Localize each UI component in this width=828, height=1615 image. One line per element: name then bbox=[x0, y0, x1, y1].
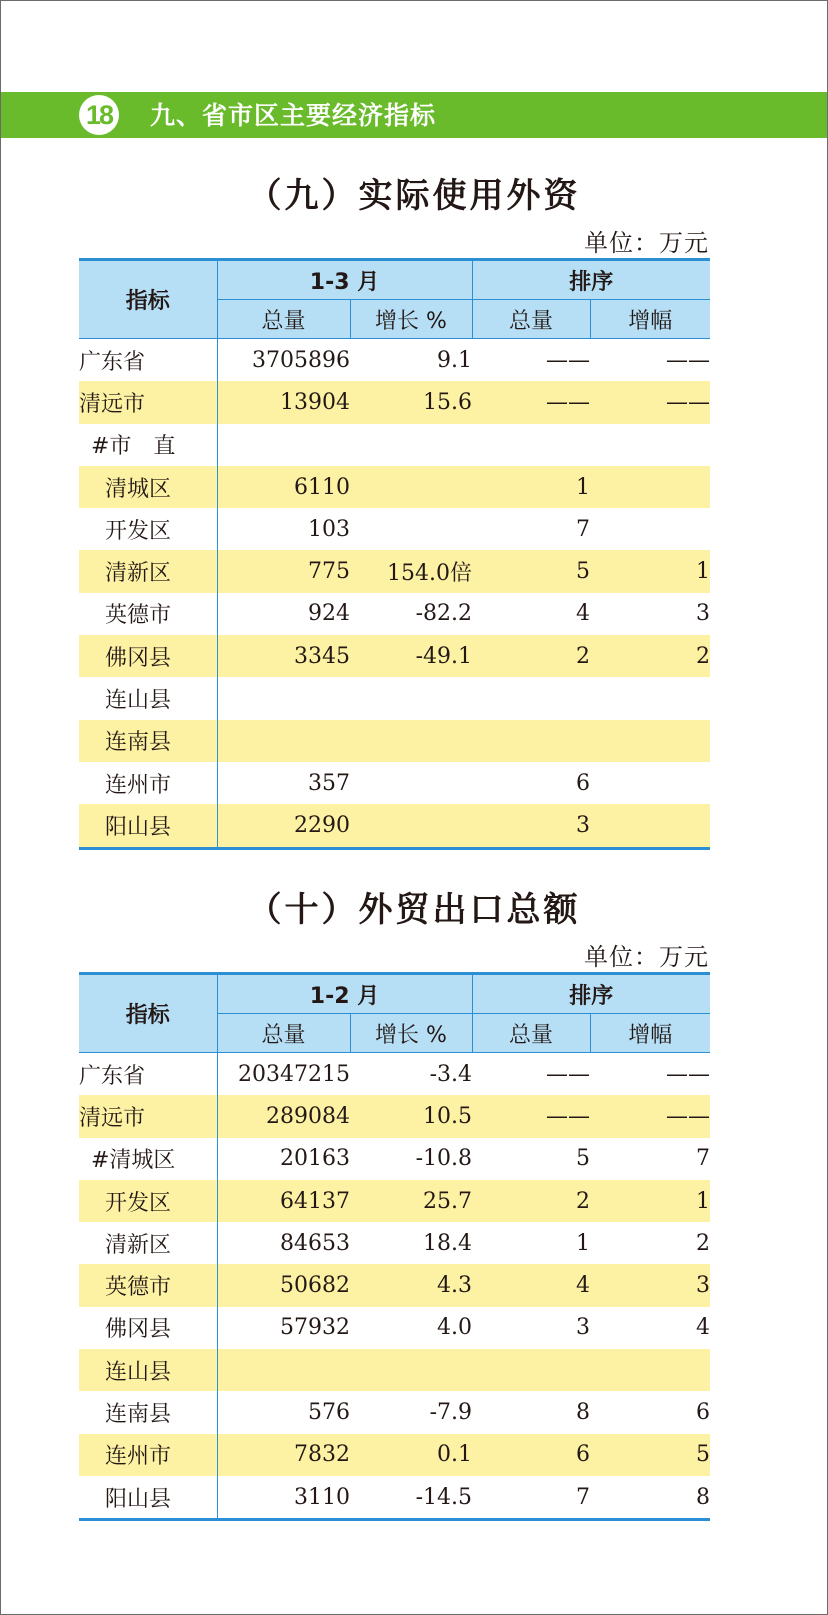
row-rank-growth bbox=[590, 804, 710, 848]
row-rank-growth bbox=[590, 508, 710, 550]
row-growth bbox=[350, 508, 472, 550]
row-name: 清新区 bbox=[79, 550, 217, 592]
table-row bbox=[79, 1138, 710, 1180]
row-growth: 4.3 bbox=[350, 1264, 472, 1306]
row-rank-total: —— bbox=[472, 1095, 590, 1137]
row-growth: 10.5 bbox=[350, 1095, 472, 1137]
row-name: 阳山县 bbox=[79, 804, 217, 848]
section-9-title: （九）实际使用外资 bbox=[247, 176, 581, 216]
row-rank-total bbox=[472, 677, 590, 719]
header-growth: 增长 % bbox=[350, 300, 472, 339]
row-rank-total: 2 bbox=[472, 1180, 590, 1222]
row-name: 阳山县 bbox=[79, 1476, 217, 1520]
row-total: 3345 bbox=[217, 635, 350, 677]
row-rank-growth bbox=[590, 466, 710, 508]
table-row bbox=[79, 593, 710, 635]
row-rank-total: 3 bbox=[576, 1315, 590, 1341]
row-growth: -49.1 bbox=[350, 635, 472, 677]
row-rank-total: 4 bbox=[576, 601, 590, 627]
row-total: 103 bbox=[308, 516, 350, 542]
table-row bbox=[79, 762, 710, 804]
row-growth: 9.1 bbox=[437, 347, 472, 373]
row-rank-total: 4 bbox=[472, 1264, 590, 1306]
table-row bbox=[79, 508, 710, 550]
row-rank-growth: 5 bbox=[590, 1434, 710, 1476]
row-total: 576 bbox=[308, 1400, 350, 1426]
row-name: 连山县 bbox=[79, 677, 217, 719]
table-row bbox=[79, 339, 710, 382]
header-total: 总量 bbox=[217, 1014, 350, 1053]
header-rank-total: 总量 bbox=[472, 300, 590, 339]
row-growth: -14.5 bbox=[415, 1484, 472, 1510]
row-name: 清新区 bbox=[79, 1222, 217, 1264]
row-total: 64137 bbox=[217, 1180, 350, 1222]
table-row bbox=[79, 466, 710, 508]
row-name: 广东省 bbox=[79, 1053, 217, 1096]
table-row bbox=[79, 1180, 710, 1222]
row-rank-growth: 1 bbox=[590, 550, 710, 592]
table-row bbox=[79, 1349, 710, 1391]
row-name: 英德市 bbox=[79, 1264, 217, 1306]
section-10-title: （十）外贸出口总额 bbox=[247, 890, 581, 930]
row-growth bbox=[350, 762, 472, 804]
row-total: 84653 bbox=[280, 1230, 350, 1256]
row-rank-growth: —— bbox=[590, 381, 710, 423]
row-name: 连州市 bbox=[79, 762, 217, 804]
table-row bbox=[79, 424, 710, 466]
table-row bbox=[79, 1307, 710, 1349]
page-number-badge: 18 bbox=[79, 95, 119, 135]
row-rank-total: 3 bbox=[472, 804, 590, 848]
table-row bbox=[79, 1053, 710, 1096]
row-name: 清城区 bbox=[79, 466, 217, 508]
header-rank: 排序 bbox=[472, 260, 710, 300]
row-name: 清远市 bbox=[79, 381, 217, 423]
row-total: 20347215 bbox=[238, 1061, 350, 1087]
row-name: 连州市 bbox=[79, 1434, 217, 1476]
header-indicator: 指标 bbox=[79, 260, 217, 339]
table-row bbox=[79, 381, 710, 423]
row-growth: 4.0 bbox=[437, 1315, 472, 1341]
row-total bbox=[217, 1349, 350, 1391]
row-name: 佛冈县 bbox=[79, 635, 217, 677]
row-rank-growth: —— bbox=[666, 1061, 711, 1087]
header-period: 1-3 月 bbox=[217, 260, 472, 300]
row-rank-total: 1 bbox=[576, 1230, 590, 1256]
row-rank-growth: 4 bbox=[696, 1315, 711, 1341]
row-total: 20163 bbox=[280, 1146, 350, 1172]
row-total: 2290 bbox=[217, 804, 350, 848]
table-row bbox=[79, 1434, 710, 1476]
row-total: 357 bbox=[308, 770, 350, 796]
row-rank-growth: 8 bbox=[696, 1484, 711, 1510]
header-total: 总量 bbox=[217, 300, 350, 339]
row-rank-growth: —— bbox=[590, 1095, 710, 1137]
row-rank-total: 7 bbox=[576, 1484, 590, 1510]
row-total: 3110 bbox=[294, 1484, 350, 1510]
row-growth: 18.4 bbox=[423, 1230, 472, 1256]
row-growth: 0.1 bbox=[350, 1434, 472, 1476]
table-row bbox=[79, 720, 710, 762]
row-name: 连南县 bbox=[79, 1391, 217, 1433]
row-rank-total: 6 bbox=[576, 770, 590, 796]
row-growth: -3.4 bbox=[429, 1061, 472, 1087]
table-row bbox=[79, 1222, 710, 1264]
table-row bbox=[79, 1476, 710, 1520]
row-rank-total: 1 bbox=[472, 466, 590, 508]
table-row bbox=[79, 1095, 710, 1137]
row-rank-total: —— bbox=[546, 1061, 590, 1087]
header-rank-growth: 增幅 bbox=[590, 1014, 710, 1053]
header-growth: 增长 % bbox=[350, 1014, 472, 1053]
row-name: 开发区 bbox=[79, 1180, 217, 1222]
row-total: 13904 bbox=[217, 381, 350, 423]
row-name: 英德市 bbox=[79, 593, 217, 635]
row-rank-growth: 3 bbox=[590, 1264, 710, 1306]
row-total bbox=[217, 424, 350, 466]
header-indicator: 指标 bbox=[79, 974, 217, 1053]
row-name: 连山县 bbox=[79, 1349, 217, 1391]
row-rank-total bbox=[472, 424, 590, 466]
row-name: 连南县 bbox=[79, 720, 217, 762]
chapter-title: 九、省市区主要经济指标 bbox=[150, 101, 437, 130]
table-row bbox=[79, 677, 710, 719]
row-name: #市 直 bbox=[79, 424, 217, 466]
row-growth bbox=[350, 466, 472, 508]
header-rank-growth: 增幅 bbox=[590, 300, 710, 339]
row-total: 57932 bbox=[280, 1315, 350, 1341]
row-rank-total: 7 bbox=[576, 516, 590, 542]
row-rank-total: 5 bbox=[576, 1146, 590, 1172]
row-rank-growth bbox=[590, 677, 710, 719]
row-rank-total: —— bbox=[546, 347, 590, 373]
row-growth bbox=[350, 677, 472, 719]
row-rank-growth: 7 bbox=[696, 1146, 711, 1172]
row-name: 广东省 bbox=[79, 339, 217, 382]
row-growth: -10.8 bbox=[415, 1146, 472, 1172]
row-total: 289084 bbox=[217, 1095, 350, 1137]
row-name: 佛冈县 bbox=[79, 1307, 217, 1349]
row-rank-growth bbox=[590, 424, 710, 466]
table-row bbox=[79, 635, 710, 677]
row-total: 7832 bbox=[217, 1434, 350, 1476]
row-total: 6110 bbox=[217, 466, 350, 508]
row-growth: 154.0倍 bbox=[350, 550, 472, 592]
row-total bbox=[217, 720, 350, 762]
row-rank-total: 5 bbox=[472, 550, 590, 592]
row-name: 开发区 bbox=[79, 508, 217, 550]
row-name: #清城区 bbox=[79, 1138, 217, 1180]
row-rank-total: 6 bbox=[472, 1434, 590, 1476]
row-rank-growth: —— bbox=[666, 347, 711, 373]
row-growth bbox=[350, 804, 472, 848]
header-rank-total: 总量 bbox=[472, 1014, 590, 1053]
row-rank-growth bbox=[590, 720, 710, 762]
row-name: 清远市 bbox=[79, 1095, 217, 1137]
header-period: 1-2 月 bbox=[217, 974, 472, 1014]
row-rank-growth: 3 bbox=[696, 601, 711, 627]
row-rank-total: 8 bbox=[576, 1400, 590, 1426]
row-growth: 15.6 bbox=[350, 381, 472, 423]
table-row bbox=[79, 1391, 710, 1433]
row-rank-growth: 1 bbox=[590, 1180, 710, 1222]
row-growth: -7.9 bbox=[429, 1400, 472, 1426]
row-rank-total bbox=[472, 1349, 590, 1391]
table-row bbox=[79, 804, 710, 848]
section-10-unit: 单位：万元 bbox=[584, 943, 709, 971]
row-growth bbox=[350, 720, 472, 762]
row-rank-total bbox=[472, 720, 590, 762]
row-rank-growth bbox=[590, 1349, 710, 1391]
row-total: 50682 bbox=[217, 1264, 350, 1306]
section-10-table bbox=[79, 972, 710, 1521]
row-rank-growth: 2 bbox=[590, 635, 710, 677]
row-total bbox=[217, 677, 350, 719]
row-growth bbox=[350, 424, 472, 466]
row-rank-growth: 2 bbox=[696, 1230, 711, 1256]
row-growth: -82.2 bbox=[415, 601, 472, 627]
row-total: 775 bbox=[217, 550, 350, 592]
section-9-unit: 单位：万元 bbox=[584, 229, 709, 257]
header-rank: 排序 bbox=[472, 974, 710, 1014]
row-growth bbox=[350, 1349, 472, 1391]
row-rank-growth: 6 bbox=[696, 1400, 711, 1426]
section-9-table bbox=[79, 258, 710, 850]
table-row bbox=[79, 550, 710, 592]
row-total: 924 bbox=[308, 601, 350, 627]
row-rank-growth bbox=[590, 762, 710, 804]
row-rank-total: —— bbox=[472, 381, 590, 423]
row-total: 3705896 bbox=[252, 347, 350, 373]
table-row bbox=[79, 1264, 710, 1306]
row-rank-total: 2 bbox=[472, 635, 590, 677]
row-growth: 25.7 bbox=[350, 1180, 472, 1222]
